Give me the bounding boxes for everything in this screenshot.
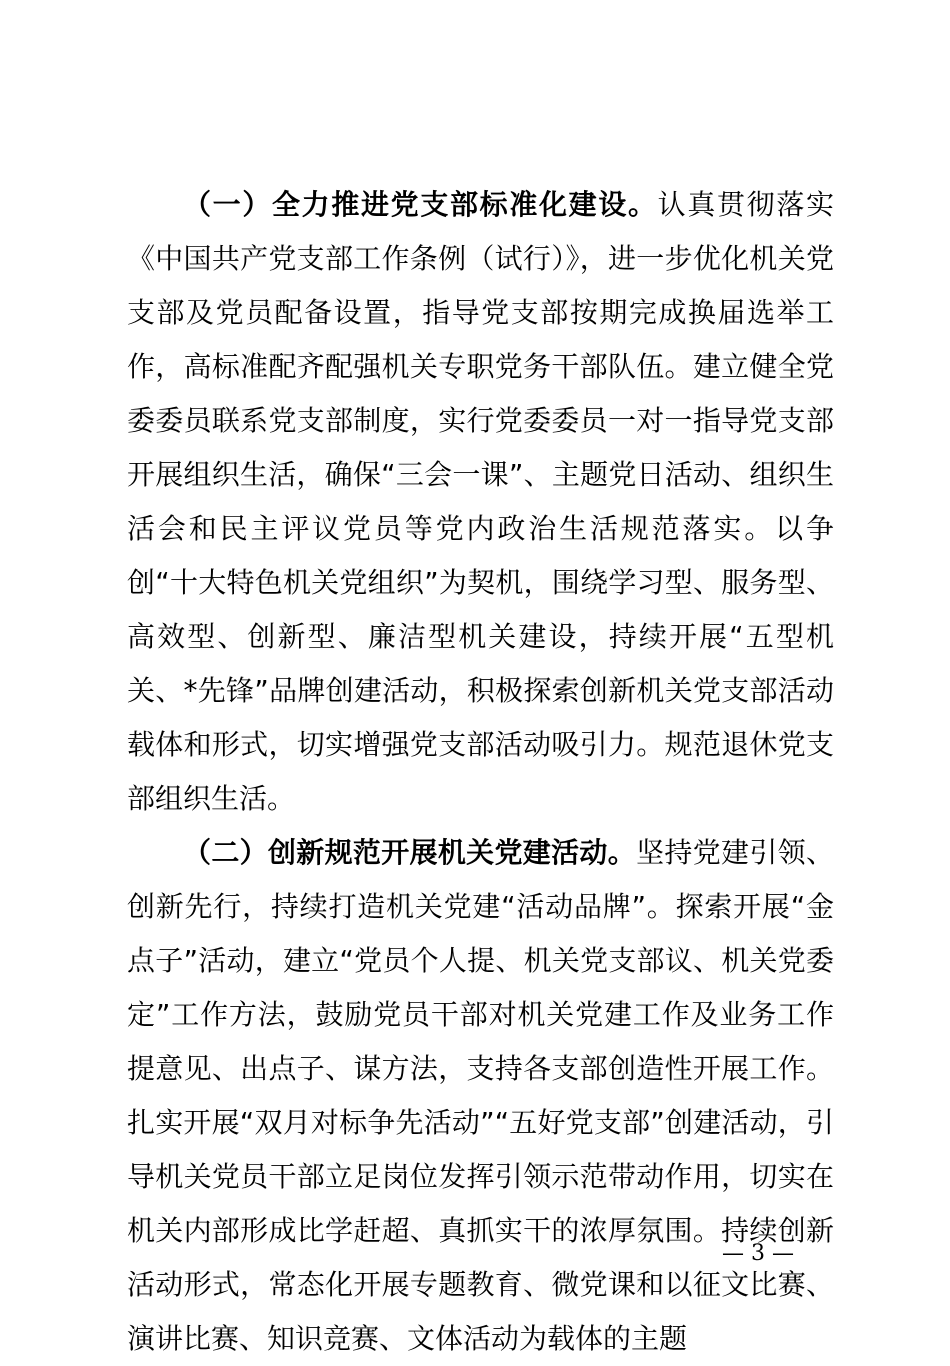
section-text-2: 坚持党建引领、创新先行，持续打造机关党建“活动品牌”。探索开展“金点子”活动，建立“党员个人提、机关党支部议、机关党委定”工作方法，鼓励党员干部对机关党建工作及业务工作提意见、出点子、谋方法，支持各支部创造性开展工作。扎实开展“双月对标争先活动”“五好党支部”创建活动，引导机关党员干部立足岗位发挥引领示范带动作用，切实在机关内部形成比学赶超、真抓实干的浓厚氛围。持续创新活动形式，常态化开展专题教育、微党课和以征文比赛、演讲比赛、知识竞赛、文体活动为载体的主题 (127, 836, 834, 1355)
page-number: — 3 — (722, 1241, 794, 1266)
section-paragraph-2 (127, 826, 834, 1366)
document-body (127, 178, 834, 1366)
section-paragraph-1 (127, 178, 834, 826)
section-text-1: 认真贯彻落实《中国共产党支部工作条例（试行）》，进一步优化机关党支部及党员配备设置，指导党支部按期完成换届选举工作，高标准配齐配强机关专职党务干部队伍。建立健全党委委员联系党支部制度，实行党委委员一对一指导党支部开展组织生活，确保“三会一课”、主题党日活动、组织生活会和民主评议党员等党内政治生活规范落实。以争创“十大特色机关党组织”为契机，围绕学习型、服务型、高效型、创新型、廉洁型机关建设，持续开展“五型机关、*先锋”品牌创建活动，积极探索创新机关党支部活动载体和形式，切实增强党支部活动吸引力。规范退休党支部组织生活。 (127, 188, 834, 815)
section-heading-2: （二）创新规范开展机关党建活动。 (183, 836, 637, 869)
section-heading-1: （一）全力推进党支部标准化建设。 (183, 188, 658, 221)
